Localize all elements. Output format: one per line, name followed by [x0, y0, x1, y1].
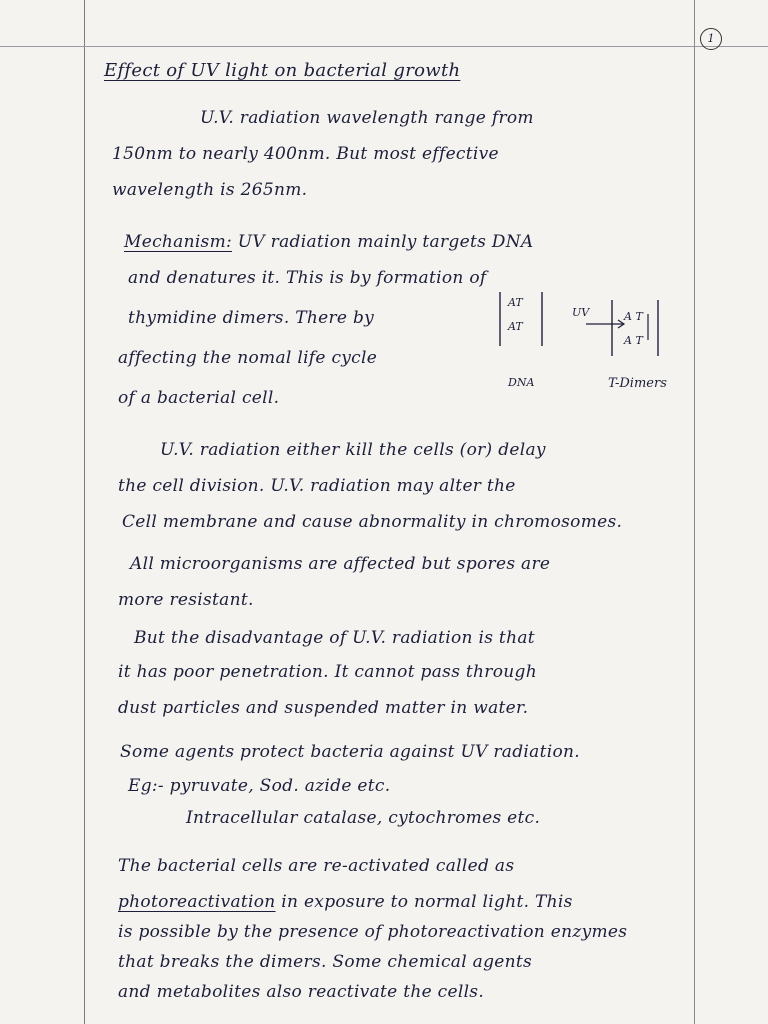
page-number: 1: [700, 28, 722, 50]
dna-pair-top: AT: [508, 296, 523, 309]
para4-line1: But the disadvantage of U.V. radiation is that: [134, 628, 535, 648]
para1-line3: wavelength is 265nm.: [112, 180, 308, 200]
right-margin-line: [694, 0, 695, 1024]
para4-line2: it has poor penetration. It cannot pass through: [118, 662, 537, 682]
para1-line2: 150nm to nearly 400nm. But most effective: [112, 144, 499, 164]
para2-line1: U.V. radiation either kill the cells (or) delay: [160, 440, 546, 460]
para6-line2-rest: in exposure to normal light. This: [275, 892, 573, 912]
para6-line3: is possible by the presence of photoreactivation enzymes: [118, 922, 628, 942]
para6-line4: that breaks the dimers. Some chemical agents: [118, 952, 533, 972]
para2-line2: the cell division. U.V. radiation may alter the: [118, 476, 516, 496]
photoreactivation-term: photoreactivation: [118, 892, 276, 912]
t-dimers-label: T-Dimers: [608, 376, 667, 391]
dimer-pair-top: A T: [624, 310, 643, 323]
mechanism-line4: affecting the nomal life cycle: [118, 348, 378, 368]
mechanism-line1: [124, 232, 534, 252]
mechanism-text: UV radiation mainly targets DNA: [237, 232, 534, 252]
para5-line2: Eg:- pyruvate, Sod. azide etc.: [128, 776, 391, 796]
para5-line1: Some agents protect bacteria against UV radiation.: [120, 742, 580, 762]
thymine-dimer-diagram: [486, 286, 696, 406]
para3-line1: All microorganisms are affected but spores are: [130, 554, 551, 574]
mechanism-line2: and denatures it. This is by formation of: [128, 268, 487, 288]
para5-line3: Intracellular catalase, cytochromes etc.: [186, 808, 541, 828]
para2-line3: Cell membrane and cause abnormality in chromosomes.: [122, 512, 623, 532]
header-line: [0, 46, 768, 47]
para1-line1: U.V. radiation wavelength range from: [200, 108, 534, 128]
uv-label: UV: [572, 306, 590, 319]
dna-label: DNA: [508, 376, 535, 389]
para6-line2: [118, 892, 573, 912]
mechanism-label: Mechanism:: [124, 232, 233, 252]
para3-line2: more resistant.: [118, 590, 254, 610]
page-title: Effect of UV light on bacterial growth: [104, 60, 461, 81]
dimer-pair-bottom: A T: [624, 334, 643, 347]
para4-line3: dust particles and suspended matter in water.: [118, 698, 529, 718]
para6-line1: The bacterial cells are re-activated called as: [118, 856, 515, 876]
mechanism-line3: thymidine dimers. There by: [128, 308, 375, 328]
mechanism-line5: of a bacterial cell.: [118, 388, 280, 408]
dna-pair-bottom: AT: [508, 320, 523, 333]
margin-line: [84, 0, 85, 1024]
para6-line5: and metabolites also reactivate the cells.: [118, 982, 485, 1002]
